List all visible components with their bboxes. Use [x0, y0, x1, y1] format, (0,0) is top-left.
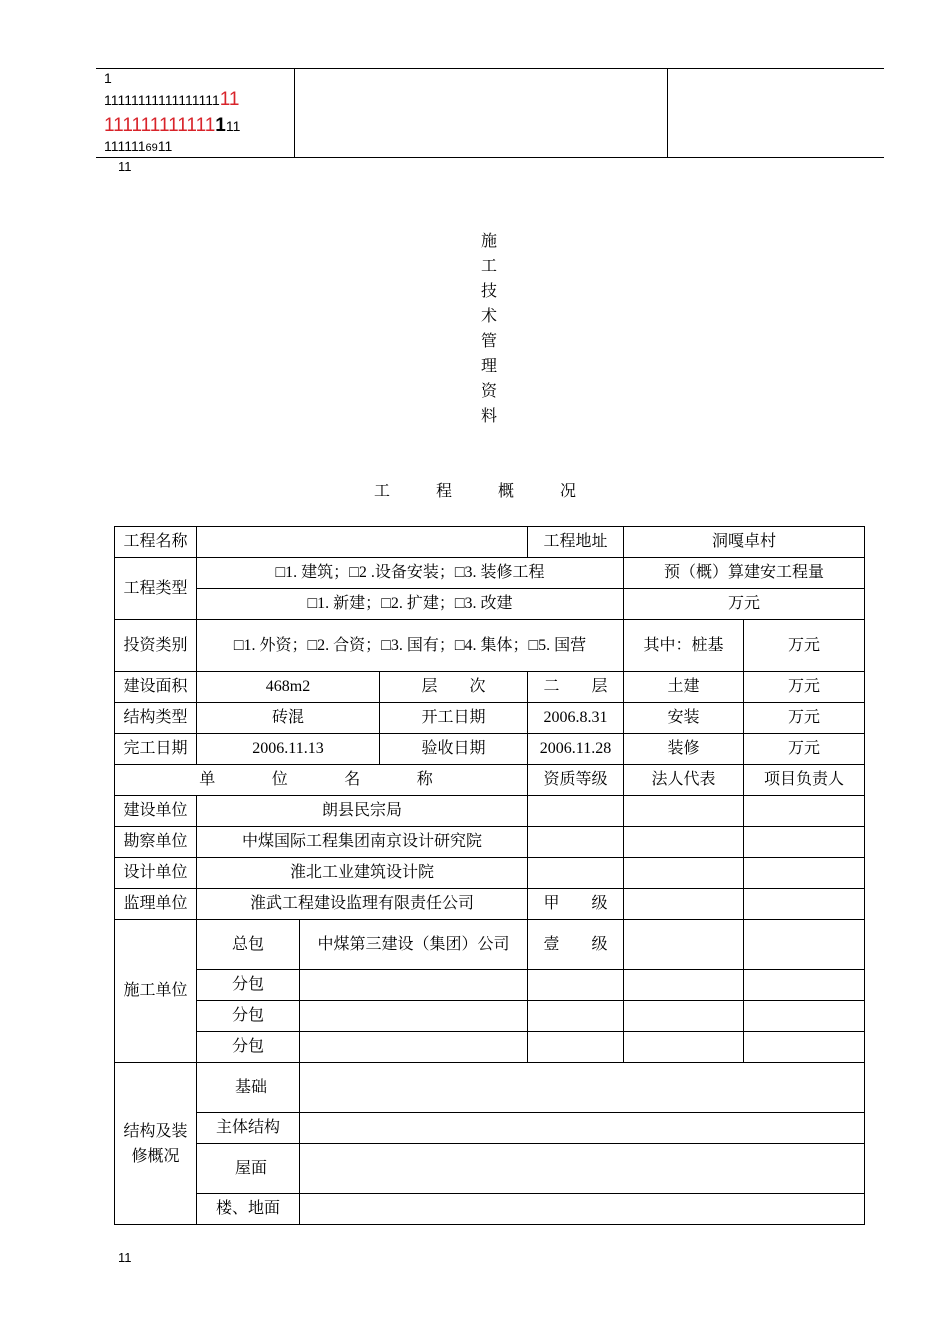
supervise-pm: [744, 889, 865, 920]
subcontractor-label: 分包: [197, 970, 300, 1001]
acceptance-date-label: 验收日期: [380, 734, 528, 765]
table-row: [115, 527, 865, 558]
supervise-label: 监理单位: [115, 889, 197, 920]
survey-pm: [744, 827, 865, 858]
project-address-value: 洞嘎卓村: [624, 527, 865, 558]
header-line-5: 11: [118, 159, 132, 174]
table-row: [115, 1144, 865, 1194]
unit-name-header: 单 位 名 称: [115, 765, 528, 796]
general-legal: [624, 920, 744, 970]
foundation-value: [300, 1063, 865, 1113]
sub-legal: [624, 1032, 744, 1063]
table-row: [115, 620, 865, 672]
subcontractor-value: [300, 1001, 528, 1032]
structure-label: 结构类型: [115, 703, 197, 734]
pile-label: 其中：桩基: [624, 620, 744, 672]
general-contractor-label: 总包: [197, 920, 300, 970]
title-char: 工: [480, 258, 497, 275]
main-structure-value: [300, 1113, 865, 1144]
structure-value: 砖混: [197, 703, 380, 734]
sub-legal: [624, 970, 744, 1001]
title-char: 理: [480, 358, 497, 375]
finish-date-value: 2006.11.13: [197, 734, 380, 765]
qualification-header: 资质等级: [528, 765, 624, 796]
area-value: 468m2: [197, 672, 380, 703]
table-row: [115, 1194, 865, 1225]
owner-pm: [744, 796, 865, 827]
table-row: [115, 1063, 865, 1113]
table-row: [115, 765, 865, 796]
header-line-2: 1111111111111111111: [104, 89, 240, 110]
title-char: 管: [480, 333, 497, 350]
foundation-label: 基础: [197, 1063, 300, 1113]
decor-unit: 万元: [744, 734, 865, 765]
survey-qual: [528, 827, 624, 858]
civil-label: 土建: [624, 672, 744, 703]
document-title: [478, 229, 500, 429]
survey-value: 中煤国际工程集团南京设计研究院: [197, 827, 528, 858]
roof-value: [300, 1144, 865, 1194]
general-qual: 壹 级: [528, 920, 624, 970]
sub-legal: [624, 1001, 744, 1032]
pile-unit: 万元: [744, 620, 865, 672]
struct-decor-label: 结构及装修概况: [115, 1063, 197, 1225]
table-row: [115, 1001, 865, 1032]
investment-label: 投资类别: [115, 620, 197, 672]
table-row: [115, 889, 865, 920]
design-value: 淮北工业建筑设计院: [197, 858, 528, 889]
title-char: 施: [480, 233, 497, 250]
title-char: 资: [480, 383, 497, 400]
floors-value: 二 层: [528, 672, 624, 703]
project-name-label: 工程名称: [115, 527, 197, 558]
decor-label: 装修: [624, 734, 744, 765]
sub-pm: [744, 1001, 865, 1032]
table-row: [115, 858, 865, 889]
subcontractor-label: 分包: [197, 1001, 300, 1032]
section-title: 工 程 概 况: [373, 483, 577, 500]
design-legal: [624, 858, 744, 889]
civil-unit: 万元: [744, 672, 865, 703]
owner-legal: [624, 796, 744, 827]
acceptance-date-value: 2006.11.28: [528, 734, 624, 765]
install-label: 安装: [624, 703, 744, 734]
sub-pm: [744, 970, 865, 1001]
header-bottom-rule: [96, 157, 884, 158]
table-row: [115, 920, 865, 970]
survey-legal: [624, 827, 744, 858]
header-line-1: 1: [104, 70, 112, 86]
sub-qual: [528, 1001, 624, 1032]
supervise-legal: [624, 889, 744, 920]
legal-rep-header: 法人代表: [624, 765, 744, 796]
title-char: 术: [480, 308, 497, 325]
start-date-label: 开工日期: [380, 703, 528, 734]
design-pm: [744, 858, 865, 889]
floor-label: 楼、地面: [197, 1194, 300, 1225]
roof-label: 屋面: [197, 1144, 300, 1194]
project-name-value: [197, 527, 528, 558]
owner-qual: [528, 796, 624, 827]
subcontractor-label: 分包: [197, 1032, 300, 1063]
owner-label: 建设单位: [115, 796, 197, 827]
floor-value: [300, 1194, 865, 1225]
table-row: [115, 589, 865, 620]
title-char: 料: [480, 408, 497, 425]
table-row: [115, 796, 865, 827]
area-label: 建设面积: [115, 672, 197, 703]
sub-qual: [528, 1032, 624, 1063]
owner-value: 朗县民宗局: [197, 796, 528, 827]
table-row: [115, 703, 865, 734]
subcontractor-value: [300, 1032, 528, 1063]
header-divider-1: [294, 68, 295, 158]
header-line-3: 111111111111111: [104, 115, 241, 136]
survey-label: 勘察单位: [115, 827, 197, 858]
project-type-options-1: □1. 建筑；□2 .设备安装；□3. 装修工程: [197, 558, 624, 589]
project-overview-table: [114, 526, 865, 1225]
table-row: [115, 734, 865, 765]
construct-label: 施工单位: [115, 920, 197, 1063]
start-date-value: 2006.8.31: [528, 703, 624, 734]
design-qual: [528, 858, 624, 889]
table-row: [115, 558, 865, 589]
table-row: [115, 827, 865, 858]
header-top-rule: [96, 68, 884, 69]
project-manager-header: 项目负责人: [744, 765, 865, 796]
supervise-qual: 甲 级: [528, 889, 624, 920]
table-row: [115, 1113, 865, 1144]
header-line-4: 1111116911: [104, 138, 173, 154]
design-label: 设计单位: [115, 858, 197, 889]
floors-label: 层 次: [380, 672, 528, 703]
subcontractor-value: [300, 970, 528, 1001]
project-address-label: 工程地址: [528, 527, 624, 558]
general-contractor-value: 中煤第三建设（集团）公司: [300, 920, 528, 970]
finish-date-label: 完工日期: [115, 734, 197, 765]
main-structure-label: 主体结构: [197, 1113, 300, 1144]
project-type-label: 工程类型: [115, 558, 197, 620]
page-footer: 11: [118, 1250, 132, 1265]
install-unit: 万元: [744, 703, 865, 734]
project-type-options-2: □1. 新建；□2. 扩建；□3. 改建: [197, 589, 624, 620]
budget-label: 预（概）算建安工程量: [624, 558, 865, 589]
budget-unit: 万元: [624, 589, 865, 620]
sub-qual: [528, 970, 624, 1001]
header-divider-2: [667, 68, 668, 158]
investment-options: □1. 外资；□2. 合资；□3. 国有；□4. 集体；□5. 国营: [197, 620, 624, 672]
table-row: [115, 672, 865, 703]
table-row: [115, 970, 865, 1001]
general-pm: [744, 920, 865, 970]
sub-pm: [744, 1032, 865, 1063]
title-char: 技: [480, 283, 497, 300]
supervise-value: 淮武工程建设监理有限责任公司: [197, 889, 528, 920]
table-row: [115, 1032, 865, 1063]
